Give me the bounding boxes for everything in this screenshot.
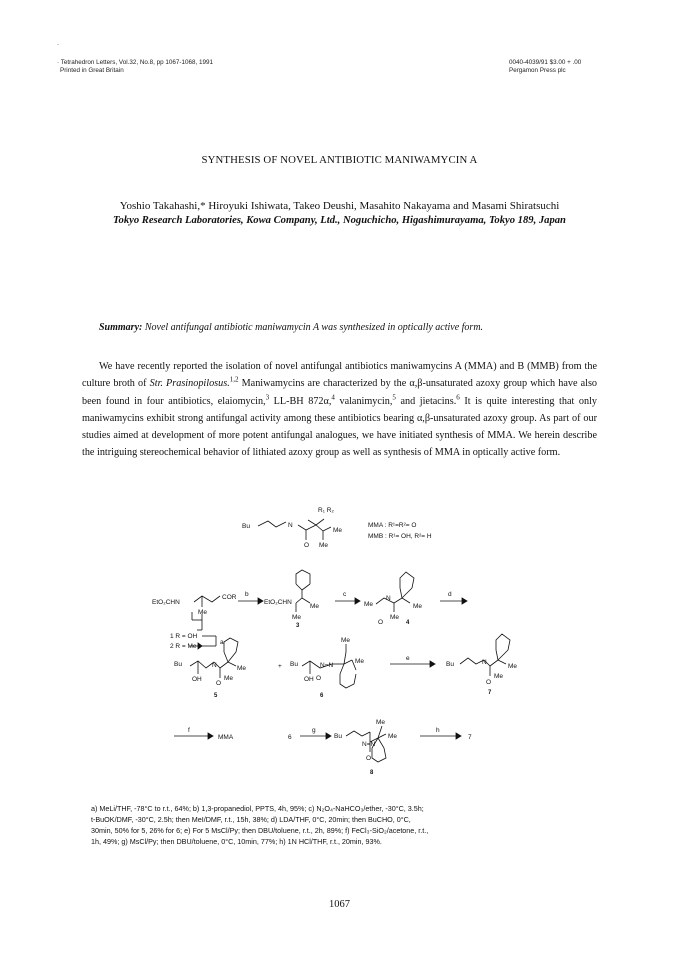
me-label: Me [376, 719, 386, 726]
me-label: Me [494, 673, 504, 680]
compound-1-label: 1 R = OH [170, 633, 198, 640]
me-label: Me [198, 609, 208, 616]
conditions-line: 1h, 49%; g) MsCl/Py; then DBU/toluene, 0°C, 10min, 77%; h) 1N HCl/THF, r.t., 20min, 93%. [91, 837, 382, 846]
mma-definition: MMA : R¹=R²= O [368, 522, 417, 529]
me-label: Me [333, 527, 343, 534]
article-title: SYNTHESIS OF NOVEL ANTIBIOTIC MANIWAMYCIN A [201, 154, 478, 166]
author-list: Yoshio Takahashi,* Hiroyuki Ishiwata, Takeo Deushi, Masahito Nakayama and Masami Shiratsuchi [119, 200, 560, 212]
o-label: O [304, 542, 310, 549]
compound-6-ref: 6 [288, 734, 292, 741]
me-label: Me [319, 542, 329, 549]
reaction-scheme [150, 500, 570, 792]
me-label: Me [292, 614, 302, 621]
o-label: O [378, 619, 384, 626]
publisher: Pergamon Press plc [509, 67, 566, 74]
step-a: a [220, 639, 224, 646]
o-label: O [216, 680, 222, 687]
me-label: Me [388, 733, 398, 740]
mma-label: MMA [218, 734, 234, 741]
step-c: c [343, 591, 347, 598]
step-g: g [312, 727, 316, 734]
n-label: N [482, 659, 487, 666]
intro-paragraph: We have recently reported the isolation of novel antifungal antibiotics maniwamycins A (MMA) and B (MMB) from the culture broth of Str. Prasinopilosus.$^{1,2}$ Maniwamycins are characterized by the α,β-unsaturated azoxy group which have also been found in four antibiotics, elaiomycin,$^3$ LL-BH 872α,$^4$ valanimycin,$^5$ and jietacins.$^6$ It is quite interesting that only maniwamycins exhibit strong antifungal activity among these antibiotics bearing α,β-unsaturated azoxy group. As part of our studies aimed at development of more potent antifungal analogues, we have initiated synthesis of MMA. We herein describe the intriguing stereochemical behavior of lithiated azoxy group as well as synthesis of MMA in optically active form. [82, 361, 598, 459]
plus-sign: + [278, 663, 282, 670]
printed-in: Printed in Great Britain [60, 67, 124, 74]
compound-6: 6 [320, 693, 324, 699]
compound-2-label: 2 R = Me [170, 643, 197, 650]
me-label: Me [341, 637, 351, 644]
reaction-conditions [91, 803, 591, 847]
compound-3: 3 [296, 623, 300, 629]
bu-7: Bu [446, 661, 454, 668]
step-e: e [406, 655, 410, 662]
nn-label: N=N [320, 662, 334, 669]
eto2chn-label: EtO₂CHN [152, 599, 180, 606]
me-label: Me [364, 601, 374, 608]
mmb-definition: MMB : R¹= OH, R²= H [368, 533, 432, 540]
compound-7-ref: 7 [468, 734, 472, 741]
step-b: b [245, 591, 249, 598]
o-label: O [366, 755, 372, 762]
compound-7: 7 [488, 690, 492, 696]
bu-mma: Bu [242, 523, 250, 530]
me-label: Me [224, 675, 234, 682]
conditions-line: a) MeLi/THF, -78°C to r.t., 64%; b) 1,3-propanediol, PPTS, 4h, 95%; c) N₂O₄-NaHCO₃/ether, -30°C, 3.5h; [91, 804, 424, 813]
o-label: O [486, 679, 492, 686]
me-label: Me [413, 603, 423, 610]
r1-r2-label: R₁ R₂ [318, 507, 334, 514]
o-label: O [316, 675, 322, 682]
compound-5: 5 [214, 693, 218, 699]
bu-8: Bu [334, 733, 342, 740]
oh-label: OH [304, 676, 314, 683]
summary-text: Novel antifungal antibiotic maniwamycin A was synthesized in optically active form. [144, 322, 484, 333]
bu-6: Bu [290, 661, 298, 668]
issn-price: 0040-4039/91 $3.00 + .00 [509, 59, 582, 66]
summary-label: Summary: [99, 322, 143, 333]
conditions-line: 30min, 50% for 5, 26% for 6; e) For 5 MsCl/Py; then DBU/toluene, r.t., 2h, 89%; f) FeCl₃-SiO₂/acetone, r.t., [91, 826, 429, 835]
cor-label: COR [222, 594, 237, 601]
oh-label: OH [192, 676, 202, 683]
nn-label: N=N [362, 741, 376, 748]
compound-4: 4 [406, 620, 410, 626]
compound-8: 8 [370, 770, 374, 776]
bu-5: Bu [174, 661, 182, 668]
n-label: N [212, 662, 217, 669]
step-f: f [188, 727, 190, 734]
me-label: Me [237, 665, 247, 672]
n-label: N [386, 595, 391, 602]
page-number: 1067 [329, 899, 350, 910]
step-h: h [436, 727, 440, 734]
journal-citation: · Tetrahedron Letters, Vol.32, No.8, pp 1067-1068, 1991 [57, 59, 214, 66]
me-label: Me [390, 614, 400, 621]
step-d: d [448, 591, 452, 598]
eto2chn-label: EtO₂CHN [264, 599, 292, 606]
summary [99, 322, 483, 333]
n-label: N [288, 522, 293, 529]
corner-mark: ˙ [57, 43, 60, 52]
affiliation: Tokyo Research Laboratories, Kowa Company, Ltd., Noguchicho, Higashimurayama, Tokyo 189, Japan [113, 215, 566, 226]
me-label: Me [310, 603, 320, 610]
me-label: Me [508, 663, 518, 670]
conditions-line: t-BuOK/DMF, -30°C, 2.5h; then MeI/DMF, r.t., 15h, 38%; d) LDA/THF, 0°C, 20min; then BuCHO, 0°C, [91, 815, 411, 824]
me-label: Me [355, 658, 365, 665]
